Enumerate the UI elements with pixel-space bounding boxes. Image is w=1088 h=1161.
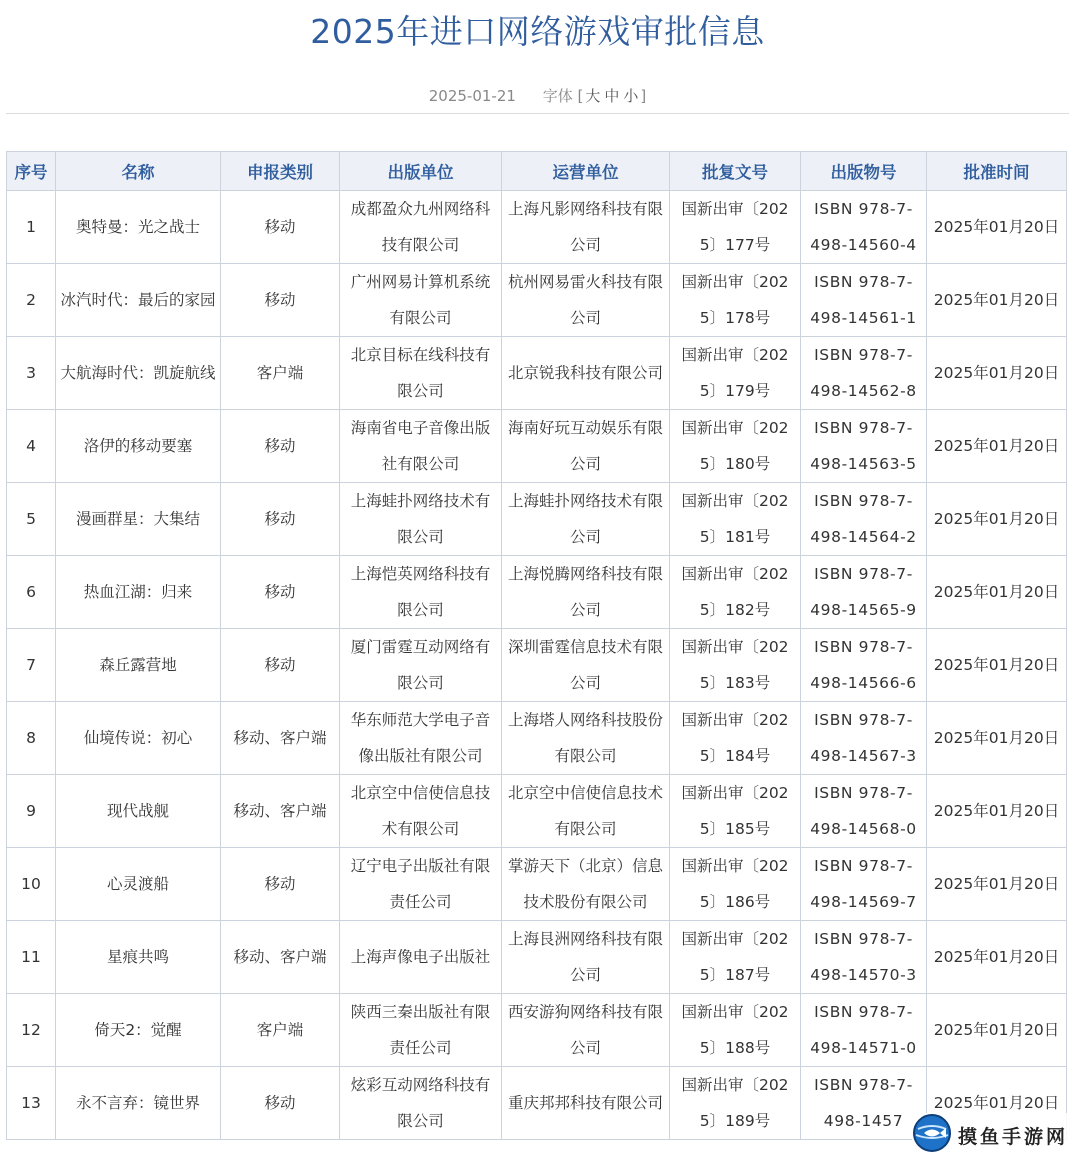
cell-operator: 上海悦腾网络科技有限公司 <box>502 556 670 629</box>
font-size-label: 字体 <box>542 87 573 105</box>
cell-publisher: 北京空中信使信息技术有限公司 <box>340 775 502 848</box>
cell-no: 6 <box>7 556 56 629</box>
cell-isbn: ISBN 978-7-498-14568-0 <box>801 775 927 848</box>
header-no: 序号 <box>7 152 56 191</box>
cell-no: 1 <box>7 191 56 264</box>
header-approval-date: 批准时间 <box>927 152 1067 191</box>
cell-category: 移动 <box>221 410 340 483</box>
font-size-bracket-close: ] <box>640 87 647 105</box>
cell-category: 移动 <box>221 848 340 921</box>
cell-approval-number: 国新出审〔2025〕182号 <box>670 556 801 629</box>
cell-approval-date: 2025年01月20日 <box>927 410 1067 483</box>
header-isbn: 出版物号 <box>801 152 927 191</box>
cell-approval-date: 2025年01月20日 <box>927 629 1067 702</box>
font-size-large-button[interactable]: 大 <box>585 87 601 105</box>
cell-approval-date: 2025年01月20日 <box>927 1067 1067 1140</box>
table-row <box>7 410 1067 483</box>
cell-isbn: ISBN 978-7-498-1457 <box>801 1067 927 1140</box>
cell-publisher: 陕西三秦出版社有限责任公司 <box>340 994 502 1067</box>
cell-isbn: ISBN 978-7-498-14563-5 <box>801 410 927 483</box>
cell-operator: 重庆邦邦科技有限公司 <box>502 1067 670 1140</box>
font-size-small-button[interactable]: 小 <box>623 87 639 105</box>
cell-operator: 上海蛙扑网络技术有限公司 <box>502 483 670 556</box>
cell-publisher: 上海恺英网络科技有限公司 <box>340 556 502 629</box>
table-row <box>7 556 1067 629</box>
cell-isbn: ISBN 978-7-498-14564-2 <box>801 483 927 556</box>
cell-isbn: ISBN 978-7-498-14570-3 <box>801 921 927 994</box>
cell-approval-date: 2025年01月20日 <box>927 483 1067 556</box>
font-size-medium-button[interactable]: 中 <box>604 87 620 105</box>
cell-approval-number: 国新出审〔2025〕178号 <box>670 264 801 337</box>
cell-name: 星痕共鸣 <box>56 921 221 994</box>
cell-category: 客户端 <box>221 337 340 410</box>
table-row <box>7 775 1067 848</box>
cell-name: 大航海时代：凯旋航线 <box>56 337 221 410</box>
table-header-row <box>7 152 1067 191</box>
cell-name: 心灵渡船 <box>56 848 221 921</box>
cell-publisher: 华东师范大学电子音像出版社有限公司 <box>340 702 502 775</box>
cell-publisher: 海南省电子音像出版社有限公司 <box>340 410 502 483</box>
cell-category: 移动 <box>221 483 340 556</box>
cell-approval-number: 国新出审〔2025〕189号 <box>670 1067 801 1140</box>
table-row <box>7 921 1067 994</box>
cell-no: 10 <box>7 848 56 921</box>
cell-publisher: 上海声像电子出版社 <box>340 921 502 994</box>
cell-no: 8 <box>7 702 56 775</box>
cell-no: 2 <box>7 264 56 337</box>
cell-operator: 上海凡影网络科技有限公司 <box>502 191 670 264</box>
table-row <box>7 702 1067 775</box>
cell-approval-date: 2025年01月20日 <box>927 556 1067 629</box>
cell-no: 11 <box>7 921 56 994</box>
cell-name: 热血江湖：归来 <box>56 556 221 629</box>
cell-isbn: ISBN 978-7-498-14567-3 <box>801 702 927 775</box>
cell-category: 移动、客户端 <box>221 775 340 848</box>
cell-category: 移动 <box>221 629 340 702</box>
title-divider <box>6 113 1069 114</box>
cell-approval-date: 2025年01月20日 <box>927 264 1067 337</box>
cell-publisher: 上海蛙扑网络技术有限公司 <box>340 483 502 556</box>
cell-operator: 北京空中信使信息技术有限公司 <box>502 775 670 848</box>
cell-approval-date: 2025年01月20日 <box>927 848 1067 921</box>
cell-category: 移动 <box>221 1067 340 1140</box>
cell-isbn: ISBN 978-7-498-14562-8 <box>801 337 927 410</box>
approval-table <box>6 151 1067 1140</box>
cell-approval-number: 国新出审〔2025〕183号 <box>670 629 801 702</box>
watermark-text: 摸鱼手游网 <box>958 1125 1069 1148</box>
cell-no: 13 <box>7 1067 56 1140</box>
cell-category: 移动、客户端 <box>221 921 340 994</box>
cell-isbn: ISBN 978-7-498-14560-4 <box>801 191 927 264</box>
cell-category: 移动 <box>221 264 340 337</box>
table-row <box>7 1067 1067 1140</box>
cell-operator: 上海艮洲网络科技有限公司 <box>502 921 670 994</box>
cell-operator: 杭州网易雷火科技有限公司 <box>502 264 670 337</box>
header-operator: 运营单位 <box>502 152 670 191</box>
cell-publisher: 广州网易计算机系统有限公司 <box>340 264 502 337</box>
cell-isbn: ISBN 978-7-498-14565-9 <box>801 556 927 629</box>
cell-publisher: 成都盈众九州网络科技有限公司 <box>340 191 502 264</box>
cell-name: 漫画群星：大集结 <box>56 483 221 556</box>
cell-category: 客户端 <box>221 994 340 1067</box>
publish-date: 2025-01-21 <box>428 87 516 105</box>
cell-publisher: 厦门雷霆互动网络有限公司 <box>340 629 502 702</box>
cell-operator: 上海塔人网络科技股份有限公司 <box>502 702 670 775</box>
cell-category: 移动 <box>221 191 340 264</box>
cell-no: 3 <box>7 337 56 410</box>
cell-approval-date: 2025年01月20日 <box>927 775 1067 848</box>
cell-approval-date: 2025年01月20日 <box>927 337 1067 410</box>
cell-no: 9 <box>7 775 56 848</box>
cell-isbn: ISBN 978-7-498-14569-7 <box>801 848 927 921</box>
cell-approval-date: 2025年01月20日 <box>927 921 1067 994</box>
table-row <box>7 629 1067 702</box>
table-row <box>7 994 1067 1067</box>
table-row <box>7 848 1067 921</box>
cell-category: 移动 <box>221 556 340 629</box>
cell-approval-number: 国新出审〔2025〕180号 <box>670 410 801 483</box>
cell-operator: 掌游天下（北京）信息技术股份有限公司 <box>502 848 670 921</box>
cell-isbn: ISBN 978-7-498-14561-1 <box>801 264 927 337</box>
cell-name: 现代战舰 <box>56 775 221 848</box>
cell-name: 森丘露营地 <box>56 629 221 702</box>
cell-approval-date: 2025年01月20日 <box>927 191 1067 264</box>
cell-category: 移动、客户端 <box>221 702 340 775</box>
font-size-bracket-open: [ <box>577 87 584 105</box>
cell-operator: 深圳雷霆信息技术有限公司 <box>502 629 670 702</box>
table-row <box>7 337 1067 410</box>
cell-operator: 海南好玩互动娱乐有限公司 <box>502 410 670 483</box>
page-title: 2025年进口网络游戏审批信息 <box>310 12 765 51</box>
cell-isbn: ISBN 978-7-498-14571-0 <box>801 994 927 1067</box>
cell-no: 5 <box>7 483 56 556</box>
table-row <box>7 483 1067 556</box>
cell-name: 永不言弃：镜世界 <box>56 1067 221 1140</box>
cell-approval-date: 2025年01月20日 <box>927 702 1067 775</box>
header-category: 申报类别 <box>221 152 340 191</box>
cell-approval-number: 国新出审〔2025〕179号 <box>670 337 801 410</box>
cell-approval-number: 国新出审〔2025〕184号 <box>670 702 801 775</box>
article-meta <box>0 85 1075 106</box>
cell-approval-number: 国新出审〔2025〕186号 <box>670 848 801 921</box>
header-approval-number: 批复文号 <box>670 152 801 191</box>
cell-approval-number: 国新出审〔2025〕185号 <box>670 775 801 848</box>
cell-approval-number: 国新出审〔2025〕177号 <box>670 191 801 264</box>
cell-approval-number: 国新出审〔2025〕181号 <box>670 483 801 556</box>
cell-operator: 西安游狗网络科技有限公司 <box>502 994 670 1067</box>
header-name: 名称 <box>56 152 221 191</box>
cell-name: 仙境传说：初心 <box>56 702 221 775</box>
header-publisher: 出版单位 <box>340 152 502 191</box>
site-watermark <box>912 1113 1082 1157</box>
cell-no: 4 <box>7 410 56 483</box>
cell-approval-number: 国新出审〔2025〕188号 <box>670 994 801 1067</box>
cell-name: 倚天2：觉醒 <box>56 994 221 1067</box>
fish-globe-logo-icon <box>912 1113 952 1157</box>
cell-approval-number: 国新出审〔2025〕187号 <box>670 921 801 994</box>
cell-name: 洛伊的移动要塞 <box>56 410 221 483</box>
cell-isbn: ISBN 978-7-498-14566-6 <box>801 629 927 702</box>
cell-name: 冰汽时代：最后的家园 <box>56 264 221 337</box>
cell-no: 12 <box>7 994 56 1067</box>
cell-publisher: 北京目标在线科技有限公司 <box>340 337 502 410</box>
table-row <box>7 191 1067 264</box>
cell-approval-date: 2025年01月20日 <box>927 994 1067 1067</box>
cell-publisher: 炫彩互动网络科技有限公司 <box>340 1067 502 1140</box>
cell-name: 奥特曼：光之战士 <box>56 191 221 264</box>
table-row <box>7 264 1067 337</box>
cell-no: 7 <box>7 629 56 702</box>
cell-operator: 北京锐我科技有限公司 <box>502 337 670 410</box>
cell-publisher: 辽宁电子出版社有限责任公司 <box>340 848 502 921</box>
